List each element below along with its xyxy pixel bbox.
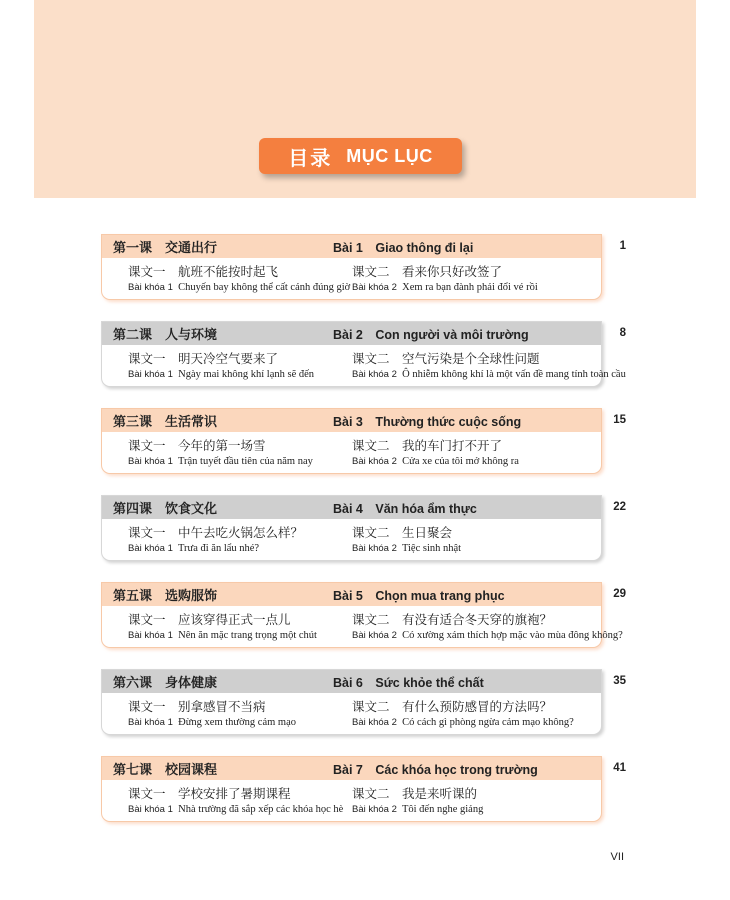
- lesson-entry-1[interactable]: [101, 234, 602, 300]
- text2-vi: Bài khóa 2 Tiệc sinh nhật: [352, 543, 462, 554]
- text1-zh: 课文一 学校安排了暑期课程: [128, 786, 291, 801]
- text2-vi: Bài khóa 2 Ô nhiễm không khí là một vấn đề mang tính toàn cầu: [352, 369, 626, 380]
- lesson-entry-6[interactable]: [101, 669, 602, 735]
- lesson-title-zh: 第五课 选购服饰: [113, 589, 218, 604]
- text1-vi: Bài khóa 1 Trưa đi ăn lẩu nhé?: [128, 543, 260, 554]
- lesson-title-vi: Bài 1 Giao thông đi lại: [333, 240, 474, 255]
- lesson-page-number: 29: [613, 588, 626, 600]
- lesson-page-number: 15: [613, 414, 626, 426]
- lesson-title-vi: Bài 5 Chọn mua trang phục: [333, 588, 505, 603]
- text1-vi: Bài khóa 1 Nên ăn mặc trang trọng một chút: [128, 630, 317, 641]
- lesson-page-number: 35: [613, 675, 626, 687]
- text1-zh: 课文一 航班不能按时起飞: [128, 264, 279, 279]
- lesson-page-number: 1: [619, 240, 626, 252]
- text1-zh: 课文一 今年的第一场雪: [128, 438, 266, 453]
- lesson-title-vi: Bài 4 Văn hóa ẩm thực: [333, 501, 477, 516]
- text1-zh: 课文一 应该穿得正式一点儿: [128, 612, 291, 627]
- text1-zh: 课文一 中午去吃火锅怎么样？: [128, 525, 304, 540]
- text2-zh: 课文二 我是来听课的: [352, 786, 478, 801]
- lesson-entry-7[interactable]: [101, 756, 602, 822]
- lesson-title-vi: Bài 7 Các khóa học trong trường: [333, 762, 538, 777]
- text2-zh: 课文二 生日聚会: [352, 525, 453, 540]
- text2-vi: Bài khóa 2 Có xường xám thích hợp mặc vào mùa đông không?: [352, 630, 623, 641]
- lesson-title-vi: Bài 3 Thường thức cuộc sống: [333, 414, 522, 429]
- lesson-page-number: 8: [619, 327, 626, 339]
- lesson-title-zh: 第三课 生活常识: [113, 415, 218, 430]
- lesson-title-zh: 第六课 身体健康: [113, 676, 218, 691]
- text1-vi: Bài khóa 1 Đừng xem thường cảm mạo: [128, 717, 296, 728]
- lesson-title-vi: Bài 6 Sức khỏe thể chất: [333, 675, 484, 690]
- text2-zh: 课文二 有没有适合冬天穿的旗袍？: [352, 612, 553, 627]
- lesson-header: [102, 409, 601, 432]
- text1-vi: Bài khóa 1 Chuyến bay không thể cất cánh đúng giờ: [128, 282, 351, 293]
- lesson-page-number: 22: [613, 501, 626, 513]
- text1-vi: Bài khóa 1 Nhà trường đã sắp xếp các khóa học hè: [128, 804, 344, 815]
- lesson-title-zh: 第七课 校园课程: [113, 763, 218, 778]
- text2-vi: Bài khóa 2 Cửa xe của tôi mở không ra: [352, 456, 519, 467]
- text2-zh: 课文二 空气污染是个全球性问题: [352, 351, 540, 366]
- lesson-title-zh: 第二课 人与环境: [113, 328, 218, 343]
- toc-title-vi: MỤC LỤC: [346, 145, 433, 166]
- lesson-header: [102, 322, 601, 345]
- text2-vi: Bài khóa 2 Xem ra bạn đành phải đổi vé rồi: [352, 282, 538, 293]
- text2-vi: Bài khóa 2 Tôi đến nghe giảng: [352, 804, 484, 815]
- text1-zh: 课文一 别拿感冒不当病: [128, 699, 266, 714]
- toc-title-zh: 目录: [288, 145, 333, 170]
- lesson-title-zh: 第四课 饮食文化: [113, 502, 218, 517]
- lesson-header: [102, 496, 601, 519]
- lesson-header: [102, 583, 601, 606]
- text2-zh: 课文二 有什么预防感冒的方法吗？: [352, 699, 553, 714]
- text2-zh: 课文二 我的车门打不开了: [352, 438, 503, 453]
- lesson-header: [102, 670, 601, 693]
- text2-zh: 课文二 看来你只好改签了: [352, 264, 503, 279]
- lesson-entry-4[interactable]: [101, 495, 602, 561]
- lesson-page-number: 41: [613, 762, 626, 774]
- text1-vi: Bài khóa 1 Trận tuyết đầu tiên của năm nay: [128, 456, 313, 467]
- text2-vi: Bài khóa 2 Có cách gì phòng ngừa cảm mạo không?: [352, 717, 574, 728]
- lesson-title-zh: 第一课 交通出行: [113, 241, 218, 256]
- lesson-entry-2[interactable]: [101, 321, 626, 387]
- lesson-header: [102, 235, 601, 258]
- lesson-title-vi: Bài 2 Con người và môi trường: [333, 327, 529, 342]
- text1-vi: Bài khóa 1 Ngày mai không khí lạnh sẽ đến: [128, 369, 315, 380]
- footer-page-number: VII: [610, 851, 624, 863]
- toc-title-box: [259, 138, 462, 174]
- lesson-header: [102, 757, 601, 780]
- text1-zh: 课文一 明天冷空气要来了: [128, 351, 279, 366]
- lesson-entry-3[interactable]: [101, 408, 602, 474]
